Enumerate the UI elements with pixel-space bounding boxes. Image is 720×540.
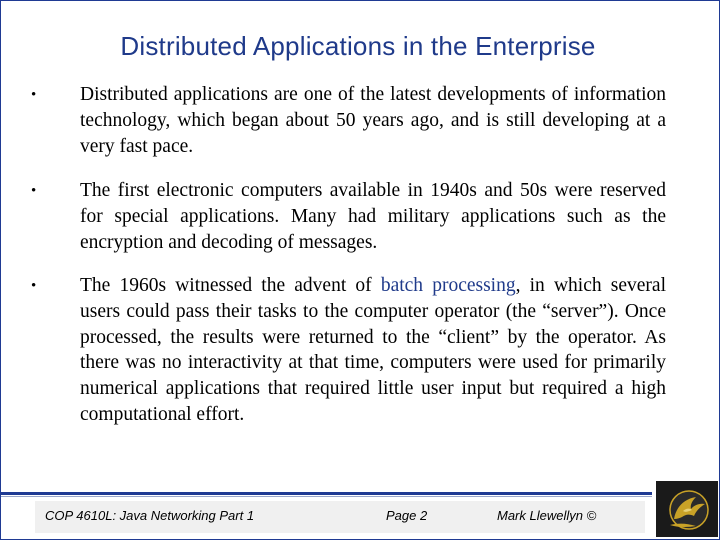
- bullet-marker: •: [31, 87, 37, 103]
- ucf-pegasus-logo-icon: [656, 481, 718, 537]
- footer-author: Mark Llewellyn ©: [497, 508, 597, 523]
- slide-title: Distributed Applications in the Enterprise: [120, 31, 596, 61]
- bullet-marker: •: [31, 278, 37, 294]
- batch-processing-highlight: batch processing: [380, 275, 516, 296]
- footer-divider-shadow: [1, 496, 652, 497]
- bullet-text-segment: , in which several users could pass their tasks to the computer operator (the “server”). Once processed, the results were returned to the “client” by the operator. As there was no interactivity at that time, computers were used for primarily numerical applications that required little user input but required a high computational effort.: [80, 275, 666, 425]
- bullet-text-segment: Distributed applications are one of the latest developments of information technology, which began about 50 years ago, and is still developing at a very fast pace.: [80, 84, 666, 157]
- bullet-text-segment: The first electronic computers available in 1940s and 50s were reserved for special applications. Many had military applications such as the encryption and decoding of messages.: [80, 180, 666, 253]
- bullet-marker: •: [31, 183, 37, 199]
- footer-course: COP 4610L: Java Networking Part 1: [45, 508, 255, 523]
- bullet-text: [80, 82, 666, 159]
- bullet-text: [80, 178, 666, 255]
- footer-divider: [1, 492, 652, 495]
- bullet-text-segment: The 1960s witnessed the advent of: [80, 275, 381, 296]
- footer-page-number: Page 2: [386, 508, 428, 523]
- bullet-text: [80, 273, 666, 428]
